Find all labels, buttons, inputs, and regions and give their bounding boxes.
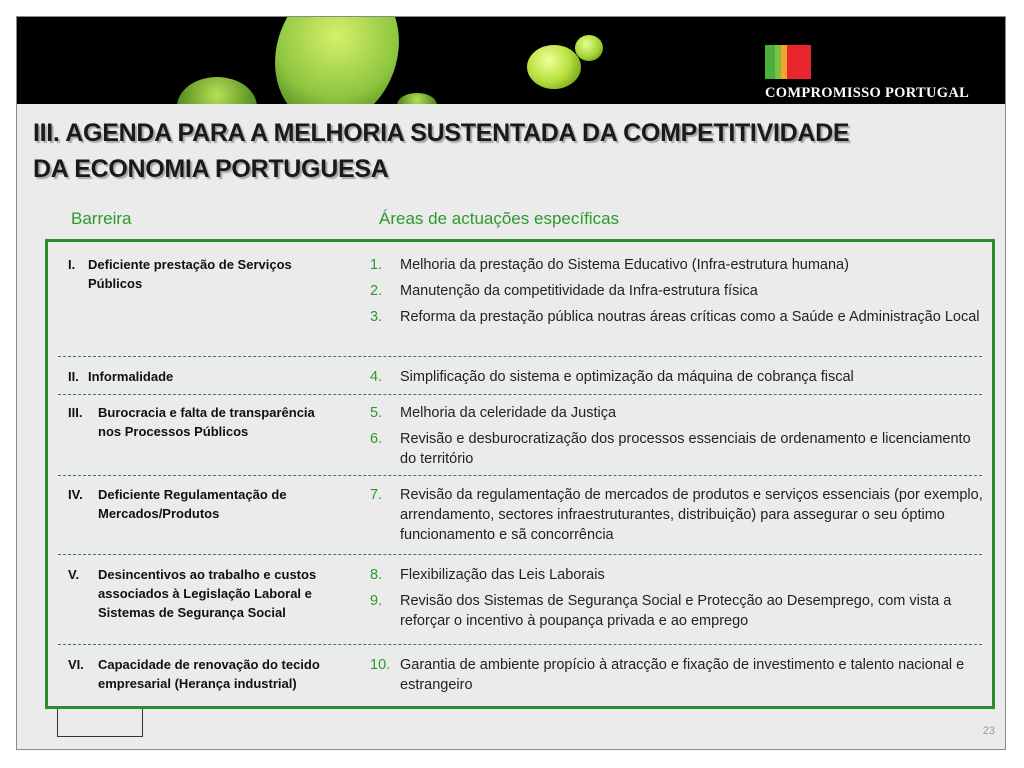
barrier-text: Deficiente Regulamentação de Mercados/Produtos (98, 487, 287, 521)
barrier-numeral: IV. (68, 487, 83, 502)
item-text: Reforma da prestação pública noutras áreas críticas como a Saúde e Administração Local (400, 309, 980, 325)
row-divider (58, 475, 982, 476)
barrier-text: Deficiente prestação de Serviços Públicos (88, 257, 292, 291)
areas-cell (370, 565, 990, 637)
footer-box (57, 709, 143, 737)
item-number: 6. (370, 431, 383, 447)
barrier-text: Informalidade (88, 369, 174, 384)
list-item (370, 255, 990, 275)
areas-cell (370, 485, 990, 551)
title-line-2: DA ECONOMIA PORTUGUESA (33, 155, 389, 183)
brand-name: COMPROMISSO PORTUGAL (765, 85, 970, 101)
barrier-text: Burocracia e falta de transparência nos Processos Públicos (98, 405, 315, 439)
decorative-blob (397, 93, 437, 104)
slide (16, 16, 1006, 750)
areas-cell (370, 255, 990, 333)
list-item (370, 655, 990, 695)
agenda-table (45, 239, 995, 709)
barrier-numeral: I. (68, 257, 76, 272)
areas-cell (370, 655, 990, 701)
barrier-cell (68, 403, 340, 441)
barrier-cell (68, 485, 340, 523)
title-line-1: III. AGENDA PARA A MELHORIA SUSTENTADA DA COMPETITIVIDADE (33, 119, 850, 147)
list-item (370, 307, 990, 327)
list-item (370, 281, 990, 301)
row-divider (58, 394, 982, 395)
list-item (370, 367, 990, 387)
item-number: 4. (370, 369, 383, 385)
barrier-cell (68, 255, 340, 293)
barrier-cell (68, 367, 340, 386)
row-divider (58, 644, 982, 645)
list-item (370, 429, 990, 469)
item-text: Melhoria da prestação do Sistema Educativo (Infra-estrutura humana) (400, 257, 849, 273)
item-text: Garantia de ambiente propício à atracção e fixação de investimento e talento nacional e estrangeiro (400, 657, 965, 693)
flag-stripes (765, 45, 811, 79)
item-text: Flexibilização das Leis Laborais (400, 567, 605, 583)
barrier-numeral: III. (68, 405, 83, 420)
barrier-cell (68, 655, 340, 693)
list-item (370, 565, 990, 585)
column-header-areas: Áreas de actuações específicas (379, 209, 620, 228)
decorative-blob (527, 45, 581, 89)
item-number: 5. (370, 405, 383, 421)
decorative-blob (575, 35, 603, 61)
areas-cell (370, 403, 990, 475)
barrier-numeral: II. (68, 369, 79, 384)
barrier-numeral: V. (68, 567, 80, 582)
brand-logo (765, 45, 969, 102)
row-divider (58, 554, 982, 555)
item-number: 8. (370, 567, 383, 583)
list-item (370, 591, 990, 631)
page-title (33, 115, 993, 187)
item-number: 10. (370, 657, 391, 673)
item-number: 1. (370, 257, 383, 273)
item-number: 2. (370, 283, 383, 299)
column-header-barrier: Barreira (71, 209, 132, 228)
barrier-cell (68, 565, 340, 622)
item-text: Manutenção da competitividade da Infra-estrutura física (400, 283, 758, 299)
areas-cell (370, 367, 990, 393)
item-text: Simplificação do sistema e optimização da máquina de cobrança fiscal (400, 369, 854, 385)
decorative-blob (177, 77, 257, 104)
item-text: Revisão e desburocratização dos processos essenciais de ordenamento e licenciamento do território (400, 431, 971, 467)
item-text: Revisão dos Sistemas de Segurança Social e Protecção ao Desemprego, com vista a reforçar o incentivo à poupança privada e ao emprego (400, 593, 952, 629)
item-text: Melhoria da celeridade da Justiça (400, 405, 617, 421)
barrier-numeral: VI. (68, 657, 84, 672)
item-number: 7. (370, 487, 383, 503)
item-number: 9. (370, 593, 383, 609)
barrier-text: Capacidade de renovação do tecido empresarial (Herança industrial) (98, 657, 320, 691)
header-banner (17, 17, 1005, 104)
list-item (370, 485, 990, 545)
item-text: Revisão da regulamentação de mercados de produtos e serviços essenciais (por exemplo, arrendamento, sectores infraestruturantes, distribuição) para assegurar o seu óptimo funcionamento e sã concorrência (400, 487, 983, 543)
item-number: 3. (370, 309, 383, 325)
barrier-text: Desincentivos ao trabalho e custos associados à Legislação Laboral e Sistemas de Segurança Social (98, 567, 317, 620)
list-item (370, 403, 990, 423)
page-number: 23 (982, 725, 995, 737)
decorative-blob (255, 17, 419, 104)
row-divider (58, 356, 982, 357)
